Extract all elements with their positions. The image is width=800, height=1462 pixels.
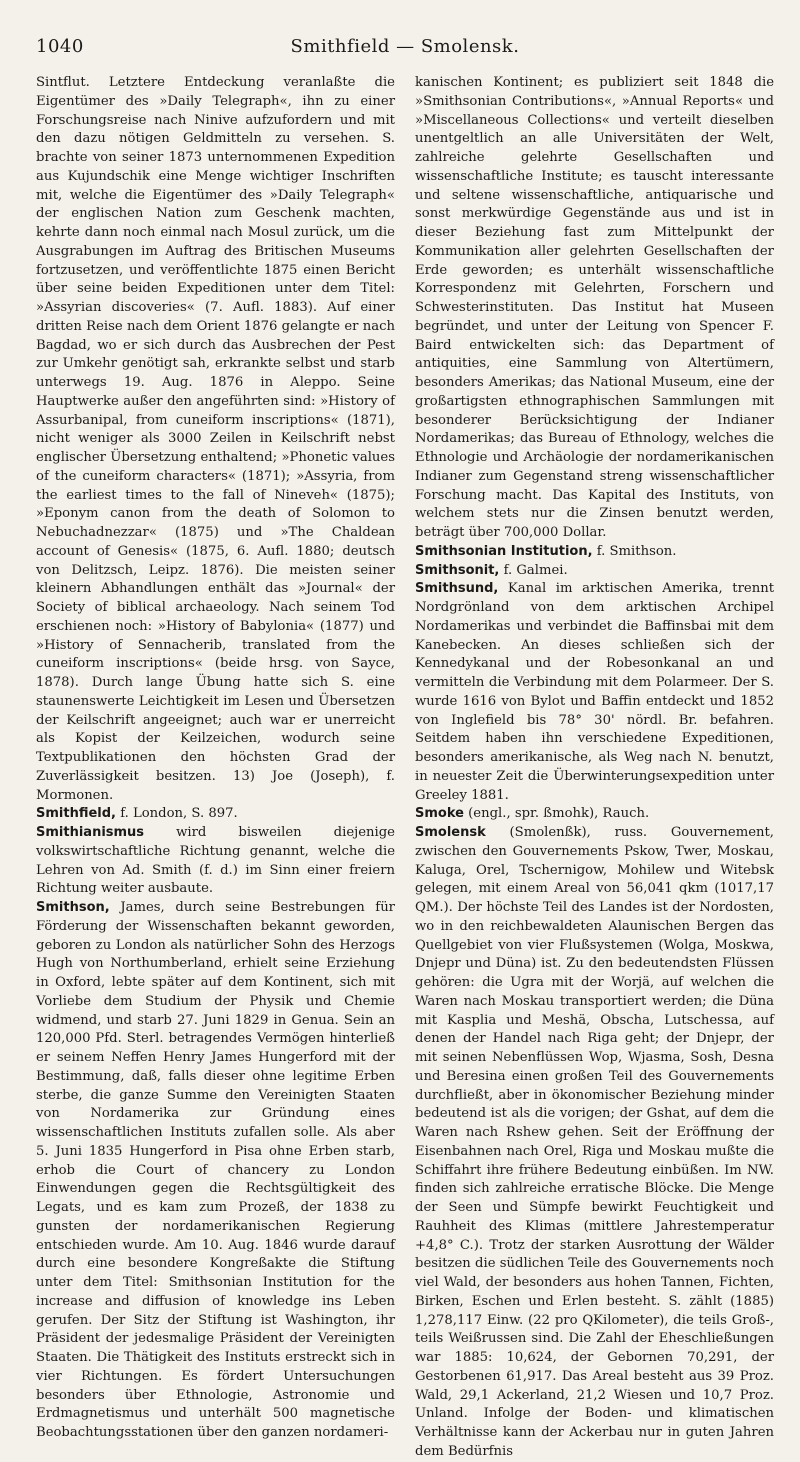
entry-smolensk — [415, 824, 774, 1462]
entry-smithsonit — [415, 562, 774, 581]
entry-text: wird bisweilen diejenige volkswirtschaftliche Richtung genannt, welche die Lehren von Ad. Smith (f. d.) im Sinn einer freiern Richtung weiter ausbaute. — [36, 825, 395, 897]
entry-text: James, durch seine Bestrebungen für Förderung der Wissenschaften bekannt geworden, geboren zu London als natürlicher Sohn des Herzogs Hugh von Northumberland, erhielt seine Erziehung in Oxford, lebte später auf dem Kontinent, sich mit Vorliebe dem Studium der Physik und Chemie widmend, und starb 27. Juni 1829 in Genua. Sein an 120,000 Pfd. Sterl. betragendes Vermögen hinterließ er seinem Neffen Henry James Hungerford mit der Bestimmung, daß, falls dieser ohne legitime Erben sterbe, die ganze Summe den Vereinigten Staaten von Nordamerika zur Gründung eines wissenschaftlichen Instituts zufallen solle. Als aber 5. Juni 1835 Hungerford in Pisa ohne Erben starb, erhob die Court of chancery zu London Einwendungen gegen die Rechtsgültigkeit des Legats, und es kam zum Prozeß, der 1838 zu gunsten der nordamerikanischen Regierung entschieden wurde. Am 10. Aug. 1846 wurde darauf durch eine besondere Kongreßakte die Stiftung unter dem Titel: Smithsonian Institution for the increase and diffusion of knowledge ins Leben gerufen. Der Sitz der Stiftung ist Washington, ihr Präsident der jedesmalige Präsident der Vereinigten Staaten. Die Thätigkeit des Instituts erstreckt sich in vier Richtungen. Es fördert Untersuchungen besonders über Ethnologie, Astronomie und Erdmagnetismus und unterhält 500 magnetische Beobachtungsstationen über den ganzen nordameri- — [36, 900, 395, 1440]
paragraph-text: Sintflut. Letztere Entdeckung veranlaßte die Eigentümer des »Daily Telegraph«, ihn zu einer Forschungsreise nach Ninive aufzufordern und mit den dazu nötigen Geldmitteln zu versehen. S. brachte von seiner 1873 unternommenen Expedition aus Kujundschik eine Menge wichtiger Inschriften mit, welche die Eigentümer des »Daily Telegraph« der englischen Nation zum Geschenk machten, kehrte dann noch einmal nach Mosul zurück, um die Ausgrabungen im Auftrag des Britischen Museums fortzusetzen, und veröffentlichte 1875 einen Bericht über seine beiden Expeditionen unter dem Titel: »Assyrian discoveries« (7. Aufl. 1883). Auf einer dritten Reise nach dem Orient 1876 gelangte er nach Bagdad, wo er sich durch das Ausbrechen der Pest zur Umkehr genötigt sah, erkrankte selbst und starb unterwegs 19. Aug. 1876 in Aleppo. Seine Hauptwerke außer den angeführten sind: »History of Assurbanipal, from cuneiform inscriptions« (1871), nicht weniger als 3000 Zeilen in Keilschrift nebst englischer Übersetzung enthaltend; »Phonetic values of the cuneiform characters« (1871); »Assyria, from the earliest times to the fall of Nineveh« (1875); »Eponym canon from the death of Solomon to Nebuchadnezzar« (1875) und »The Chaldean account of Genesis« (1875, 6. Aufl. 1880; deutsch von Delitzsch, Leipz. 1876). Die meisten seiner kleinern Abhandlungen enthält das »Journal« der Society of biblical archaeology. Nach seinem Tod erschienen noch: »History of Babylonia« (1877) und »History of Sennacherib, translated from the cuneiform inscriptions« (beide hrsg. von Sayce, 1878). Durch lange Übung hatte sich S. eine staunenswerte Leichtigkeit im Lesen und Übersetzen der Keilschrift angeeignet; auch war er unerreicht als Kopist der Keilzeichen, wodurch seine Textpublikationen den höchsten Grad der Zuverlässigkeit besitzen. 13) Joe (Joseph), f. Mormonen. — [36, 75, 395, 803]
entry-headword: Smithfield, — [36, 806, 116, 822]
running-head: Smithfield — Smolensk. — [290, 36, 520, 57]
page-number: 1040 — [36, 36, 84, 57]
entry-headword: Smithsonit, — [415, 562, 500, 578]
entry-text: f. Smithson. — [592, 543, 677, 559]
entry-text: (engl., spr. ßmohk), Rauch. — [463, 806, 650, 822]
entry-headword: Smithsonian Institution, — [415, 543, 593, 559]
entry-text: (Smolenßk), russ. Gouvernement, zwischen den Gouvernements Pskow, Twer, Moskau, Kaluga, Orel, Tschernigow, Mohilew und Witebsk gelegen, mit einem Areal von 56,041 qkm (1017,17 QM.). Der höchste Teil des Landes ist der Nordosten, wo in den reichbewaldeten Alaunischen Bergen das Quellgebiet von vier Flußsystemen (Wolga, Moskwa, Dnjepr und Düna) ist. Zu den bedeutendsten Flüssen gehören: die Ugra mit der Worjä, auf welchen die Waren nach Moskau transportiert werden; die Düna mit Kasplia und Meshä, Obscha, Lutschessa, auf denen der Handel nach Riga geht; der Dnjepr, der mit seinen Nebenflüssen Wop, Wjasma, Sosh, Desna und Beresina einen großen Teil des Gouvernements durchfließt, aber in ökonomischer Beziehung minder bedeutend ist als die vorigen; der Gshat, auf dem die Waren nach Rshew gehen. Seit der Eröffnung der Eisenbahnen nach Orel, Riga und Moskau mußte die Schiffahrt ihre frühere Bedeutung einbüßen. Im NW. finden sich zahlreiche erratische Blöcke. Die Menge der Seen und Sümpfe bewirkt Feuchtigkeit und Rauhheit des Klimas (mittlere Jahrestemperatur +4,8° C.). Trotz der starken Ausrottung der Wälder besitzen die südlichen Teile des Gouvernements noch viel Wald, der besonders aus hohen Tannen, Fichten, Birken, Eschen und Erlen besteht. S. zählt (1885) 1,278,117 Einw. (22 pro QKilometer), die teils Groß-, teils Weißrussen sind. Die Zahl der Eheschließungen war 1885: 10,624, der Gebornen 70,291, der Gestorbenen 61,917. Das Areal besteht aus 39 Proz. Wald, 29,1 Ackerland, 21,2 Wiesen und 10,7 Proz. Unland. Infolge der Boden- und klimatischen Verhältnisse kann der Ackerbau nur in guten Jahren dem Bedürfnis — [415, 825, 774, 1459]
entry-headword: Smithianismus — [36, 825, 145, 840]
right-column — [415, 74, 774, 1462]
entry-smithson — [36, 899, 395, 1443]
paragraph-text: kanischen Kontinent; es publiziert seit 1848 die »Smithsonian Contributions«, »Annual Reports« und »Miscellaneous Collections« und verteilt dieselben unentgeltlich an alle Universitäten der Welt, zahlreiche gelehrte Gesellschaften und wissenschaftliche Institute; es tauscht interessante und seltene wissenschaftliche, antiquarische und sonst merkwürdige Gegenstände aus und ist in dieser Beziehung fast zum Mittelpunkt der Kommunikation aller gelehrten Gesellschaften der Erde geworden; es unterhält wissenschaftliche Korrespondenz mit Gelehrten, Forschern und Schwesterinstituten. Das Institut hat Museen begründet, und unter der Leitung von Spencer F. Baird entwickelten sich: das Department of antiquities, eine Sammlung von Altertümern, besonders Amerikas; das National Museum, eine der großartigsten ethnographischen Sammlungen mit besonderer Berücksichtigung der Indianer Nordamerikas; das Bureau of Ethnology, welches die Ethnologie und Archäologie der nordamerikanischen Indianer zum Gegenstand streng wissenschaftlicher Forschung macht. Das Kapital des Instituts, von welchem stets nur die Zinsen benutzt werden, beträgt über 700,000 Dollar. — [415, 75, 774, 540]
paragraph-continuation — [36, 74, 395, 805]
entry-smoke — [415, 805, 774, 824]
entry-smithianismus — [36, 824, 395, 899]
entry-text: Kanal im arktischen Amerika, trennt Nordgrönland von dem arktischen Archipel Nordamerikas und verbindet die Baffinsbai mit dem Kanebecken. An dieses schließen sich der Kennedykanal und der Robesonkanal an und vermitteln die Verbindung mit dem Polarmeer. Der S. wurde 1616 von Bylot und Baffin entdeckt und 1852 von Inglefield bis 78° 30' nördl. Br. befahren. Seitdem haben ihn verschiedene Expeditionen, besonders amerikanische, als Weg nach N. benutzt, in neuester Zeit die Überwinterungsexpedition unter Greeley 1881. — [415, 581, 774, 803]
paragraph-continuation — [415, 74, 774, 543]
left-column — [36, 74, 395, 1462]
entry-smithsund — [415, 580, 774, 805]
page-header — [36, 30, 774, 60]
entry-text: f. Galmei. — [499, 562, 568, 578]
entry-smithsonian-institution — [415, 543, 774, 562]
entry-headword: Smithson, — [36, 900, 110, 915]
entry-text: f. London, S. 897. — [116, 806, 238, 822]
entry-headword: Smoke — [415, 806, 464, 822]
text-columns — [36, 74, 774, 1462]
entry-headword: Smolensk — [415, 825, 486, 840]
entry-smithfield — [36, 805, 395, 824]
entry-headword: Smithsund, — [415, 581, 499, 597]
